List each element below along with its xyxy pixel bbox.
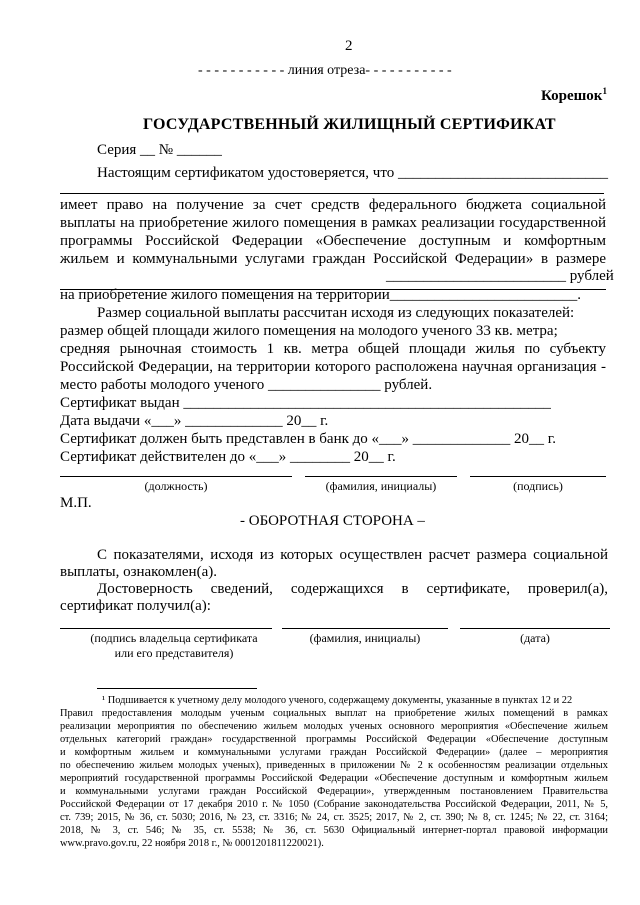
amount-line: ________________________ рублей — [386, 268, 614, 284]
holder-name-line — [60, 193, 604, 194]
footnote-line-7: мероприятий государственной программы Российской Федерации «Обеспечение доступным и комфортным жильем — [60, 773, 608, 784]
footnote-line-10: ст. 739; 2015, № 36, ст. 5030; 2016, № 23, ст. 3316; № 24, ст. 3525; 2017, № 2, ст. 390; № 8, ст. 1245; № 22, ст. 3164; — [60, 812, 608, 823]
holder-date-line — [460, 628, 610, 629]
issued-to: Сертификат выдан _________________________________________________ — [60, 395, 551, 411]
valid-until: Сертификат действителен до «___» ________ 20__ г. — [60, 449, 396, 465]
territory-line: на приобретение жилого помещения на территории_________________________. — [60, 287, 582, 303]
body-line-4: жильем и коммунальными услугами граждан Российской Федерации» в размере — [60, 251, 606, 267]
footnote-line-8: и коммунальными услугами граждан Российской Федерации», утвержденным постановлением Правительства — [60, 786, 608, 797]
footnote-separator — [97, 688, 257, 689]
certificate-title: ГОСУДАРСТВЕННЫЙ ЖИЛИЩНЫЙ СЕРТИФИКАТ — [143, 116, 556, 133]
footnote-line-6: по обеспечению жильем молодых ученых), приведенных в приложении № 2 к особенностям реализации отдельных — [60, 760, 608, 771]
caption-signature: (подпись) — [513, 479, 563, 493]
footnote-line-11: 2018, № 3, ст. 546; № 35, ст. 5538; № 36, ст. 5630 Официальный интернет-портал правовой информации — [60, 825, 608, 836]
body-line-3: программы Российской Федерации «Обеспечение доступным и комфортным — [60, 233, 606, 249]
calc-line-5: место работы молодого ученого _______________ рублей. — [60, 377, 433, 393]
certify-intro: Настоящим сертификатом удостоверяется, что ____________________________ — [97, 165, 608, 181]
caption-holder-name: (фамилия, инициалы) — [309, 631, 421, 645]
bank-deadline: Сертификат должен быть представлен в банк до «___» _____________ 20__ г. — [60, 431, 556, 447]
reverse-line-3: Достоверность сведений, содержащихся в сертификате, проверил(а), — [97, 581, 608, 597]
caption-holder-date: (дата) — [520, 631, 550, 645]
caption-holder-2: или его представителя) — [114, 646, 234, 660]
caption-position: (должность) — [144, 479, 208, 493]
holder-signature-line — [60, 628, 272, 629]
calc-line-3: средняя рыночная стоимость 1 кв. метра общей площади жилья по субъекту — [60, 341, 606, 357]
calc-line-4: Российской Федерации, на территории которого расположена научная организация - — [60, 359, 606, 375]
issue-date: Дата выдачи «___» _____________ 20__ г. — [60, 413, 329, 429]
stamp-place: М.П. — [60, 495, 92, 511]
body-line-2: выплаты на приобретение жилого помещения в рамках реализации государственной — [60, 215, 606, 231]
footnote-line-12: www.pravo.gov.ru, 22 ноября 2018 г., № 0001201811220021). — [60, 838, 324, 849]
series-line: Серия __ № ______ — [97, 142, 222, 158]
body-line-1: имеет право на получение за счет средств федерального бюджета социальной — [60, 197, 606, 213]
cut-line: - - - - - - - - - - - линия отреза- - - - - - - - - - - — [198, 63, 452, 78]
signature-line — [470, 476, 606, 477]
position-line — [60, 476, 292, 477]
footnote-line-4: отдельных категорий граждан» государственной программы Российской Федерации «Обеспечение доступным — [60, 734, 608, 745]
footnote-line-5: и комфортным жильем и коммунальными услугами граждан Российской Федерации» (далее – мероприятия — [60, 747, 608, 758]
name-line — [305, 476, 457, 477]
reverse-line-2: выплаты, ознакомлен(а). — [60, 564, 217, 580]
caption-name: (фамилия, инициалы) — [325, 479, 437, 493]
page-number: 2 — [345, 38, 353, 54]
footnote-line-2: Правил предоставления молодым ученым социальных выплат на приобретение жилых помещений в рамках — [60, 708, 608, 719]
footnote-line-1: ¹ Подшивается к учетному делу молодого ученого, содержащему документы, указанные в пунктах 12 и 22 — [102, 695, 573, 706]
holder-name-line-2 — [282, 628, 448, 629]
caption-holder-1: (подпись владельца сертификата — [90, 631, 258, 645]
footnote-line-3: реализации мероприятия по обеспечению жильем молодых ученых основного мероприятия «Обеспечение жильем — [60, 721, 608, 732]
stub-label: Корешок$^1$ — [541, 86, 607, 104]
calc-line-2: размер общей площади жилого помещения на молодого ученого 33 кв. метра; — [60, 323, 558, 339]
reverse-line-4: сертификат получил(а): — [60, 598, 211, 614]
reverse-line-1: С показателями, исходя из которых осуществлен расчет размера социальной — [97, 547, 608, 563]
calc-line-1: Размер социальной выплаты рассчитан исходя из следующих показателей: — [97, 305, 575, 321]
reverse-side-heading: - ОБОРОТНАЯ СТОРОНА – — [240, 513, 425, 529]
footnote-line-9: Российской Федерации от 17 декабря 2010 г. № 1050 (Собрание законодательства Российской Федерации, 2011, № 5, — [60, 799, 608, 810]
